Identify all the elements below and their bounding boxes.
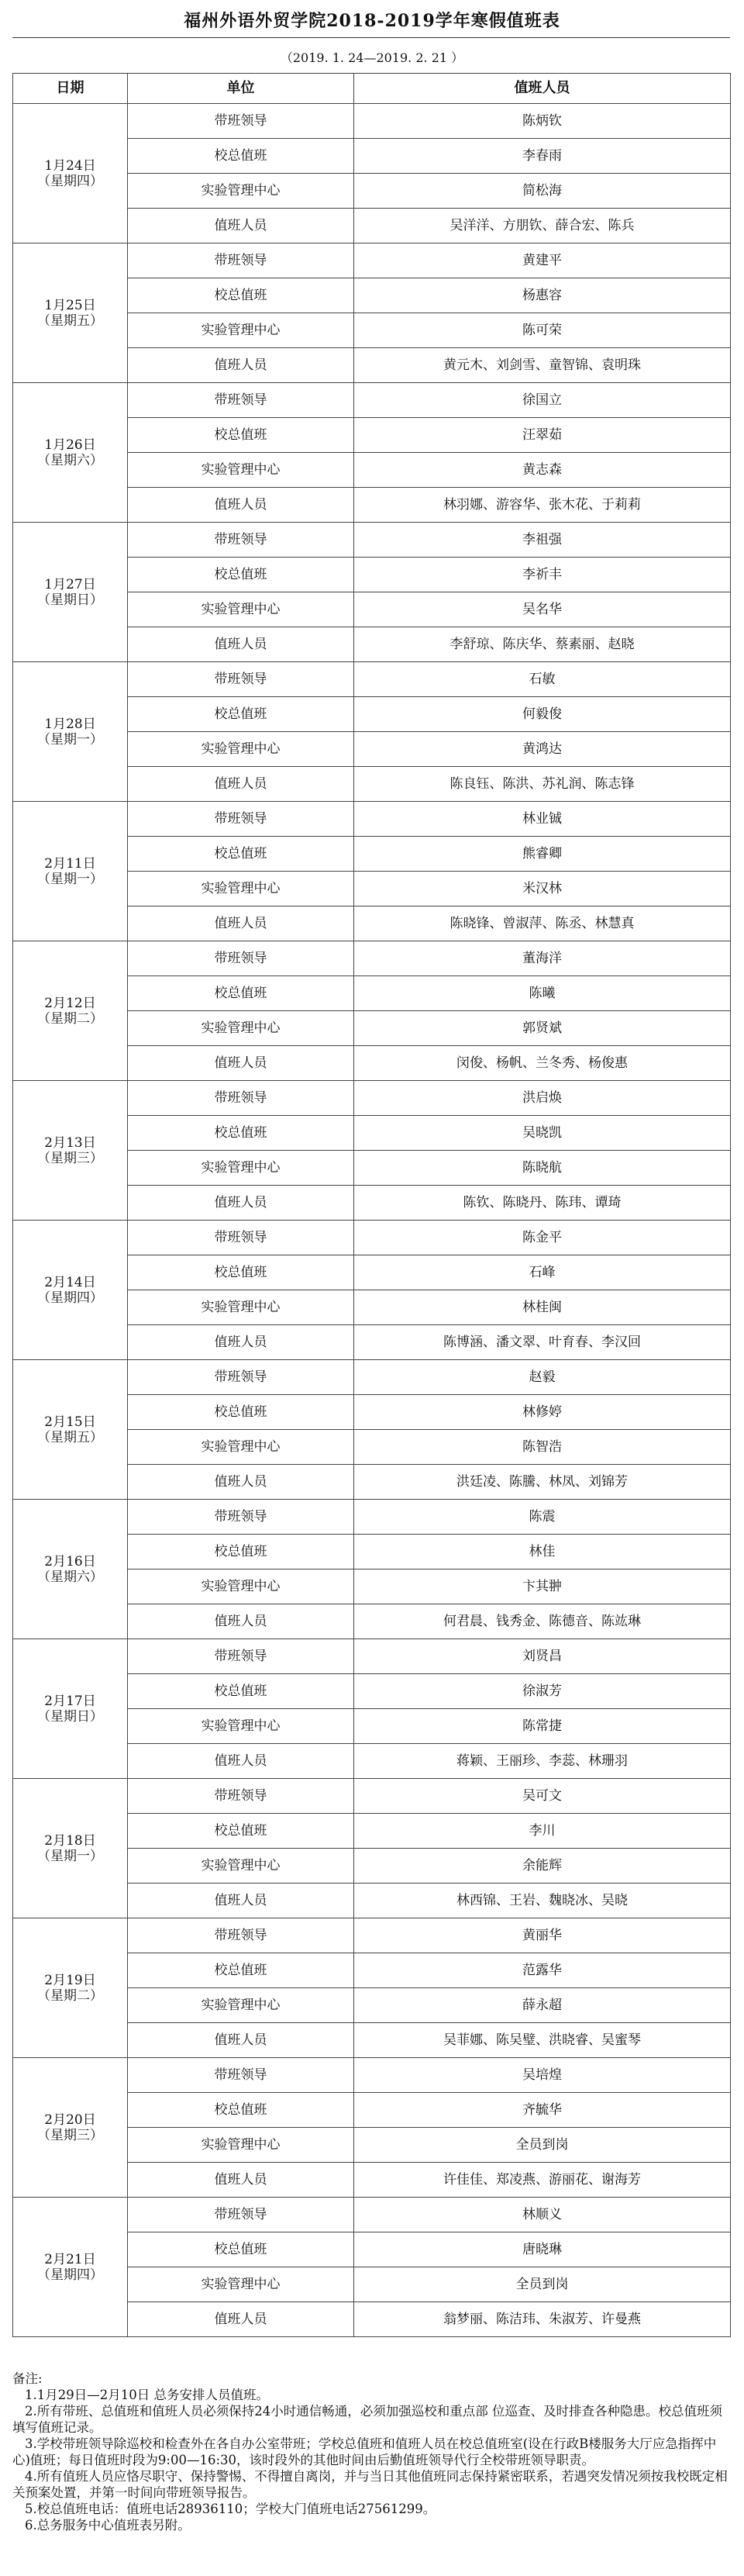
person-cell: 范露华: [354, 1953, 731, 1988]
person-cell: 林西锦、王岩、魏晓冰、吴晓: [354, 1884, 731, 1918]
unit-cell: 带班领导: [128, 1221, 354, 1255]
person-cell: 闵俊、杨帆、兰冬秀、杨俊惠: [354, 1046, 731, 1081]
person-cell: 徐淑芳: [354, 1674, 731, 1709]
unit-cell: 带班领导: [128, 1918, 354, 1953]
person-cell: 李祈丰: [354, 558, 731, 592]
title-divider: [12, 37, 730, 38]
unit-cell: 带班领导: [128, 243, 354, 278]
unit-cell: 校总值班: [128, 1395, 354, 1430]
unit-cell: 带班领导: [128, 662, 354, 697]
person-cell: 陈炳钦: [354, 104, 731, 139]
person-cell: 陈智浩: [354, 1430, 731, 1465]
unit-cell: 实验管理中心: [128, 174, 354, 209]
date-range: （2019. 1. 24—2019. 2. 21 ）: [280, 50, 464, 65]
unit-cell: 带班领导: [128, 383, 354, 418]
unit-cell: 校总值班: [128, 139, 354, 174]
unit-cell: 值班人员: [128, 1046, 354, 1081]
unit-cell: 值班人员: [128, 1884, 354, 1918]
date-label: 2月14日: [44, 1274, 96, 1290]
person-cell: 许佳佳、郑凌燕、游丽花、谢海芳: [354, 2163, 731, 2198]
weekday-label: （星期五）: [37, 313, 103, 329]
header-unit: 单位: [128, 74, 354, 104]
unit-cell: 值班人员: [128, 2163, 354, 2198]
unit-cell: 实验管理中心: [128, 2267, 354, 2302]
table-body: [13, 104, 731, 2337]
person-cell: 陈常捷: [354, 1709, 731, 1744]
header-date: 日期: [13, 74, 128, 104]
date-label: 1月28日: [44, 716, 96, 732]
date-cell: [13, 662, 128, 802]
date-label: 1月27日: [44, 576, 96, 592]
person-cell: 蒋颖、王丽珍、李蕊、林珊羽: [354, 1744, 731, 1779]
person-cell: 吴可文: [354, 1779, 731, 1814]
table-row: [13, 662, 731, 697]
unit-cell: 实验管理中心: [128, 313, 354, 348]
unit-cell: 带班领导: [128, 941, 354, 976]
unit-cell: 校总值班: [128, 1953, 354, 1988]
unit-cell: 实验管理中心: [128, 872, 354, 906]
person-cell: 陈钦、陈晓丹、陈玮、谭琦: [354, 1186, 731, 1221]
unit-cell: 校总值班: [128, 558, 354, 592]
unit-cell: 值班人员: [128, 2302, 354, 2337]
person-cell: 翁梦丽、陈洁玮、朱淑芳、许曼燕: [354, 2302, 731, 2337]
person-cell: 吴培煌: [354, 2058, 731, 2093]
person-cell: 杨惠容: [354, 278, 731, 313]
person-cell: 米汉林: [354, 872, 731, 906]
table-row: [13, 1081, 731, 1116]
weekday-label: （星期一）: [37, 871, 103, 887]
unit-cell: 校总值班: [128, 418, 354, 453]
unit-cell: 实验管理中心: [128, 1988, 354, 2023]
date-cell: [13, 941, 128, 1081]
unit-cell: 校总值班: [128, 2232, 354, 2267]
unit-cell: 实验管理中心: [128, 1011, 354, 1046]
person-cell: 赵毅: [354, 1360, 731, 1395]
person-cell: 陈金平: [354, 1221, 731, 1255]
person-cell: 石敏: [354, 662, 731, 697]
person-cell: 李祖强: [354, 523, 731, 558]
unit-cell: 值班人员: [128, 348, 354, 383]
weekday-label: （星期二）: [37, 1010, 103, 1027]
table-row: [13, 1500, 731, 1535]
unit-cell: 值班人员: [128, 1186, 354, 1221]
weekday-label: （星期日）: [37, 1708, 103, 1725]
unit-cell: 校总值班: [128, 1116, 354, 1151]
person-cell: 林佳: [354, 1535, 731, 1569]
table-row: [13, 802, 731, 837]
note-item: 2.所有带班、总值班和值班人员必须保持24小时通信畅通，必须加强巡校和重点部 位巡查、及时排查各种隐患。校总值班须填写值班记录。: [12, 2404, 722, 2435]
unit-cell: 实验管理中心: [128, 1709, 354, 1744]
unit-cell: 带班领导: [128, 1081, 354, 1116]
table-row: [13, 104, 731, 139]
unit-cell: 值班人员: [128, 209, 354, 243]
date-label: 1月25日: [44, 297, 96, 313]
note-item: 4.所有值班人员应恪尽职守、保持警惕、不得擅自离岗，并与当日其他值班同志保持紧密联系，若遇突发情况须按我校既定相关预案处置，并第一时间向带班领导报告。: [12, 2469, 728, 2500]
person-cell: 石峰: [354, 1255, 731, 1290]
unit-cell: 校总值班: [128, 1535, 354, 1569]
person-cell: 卞其翀: [354, 1569, 731, 1604]
date-label: 2月12日: [44, 995, 96, 1011]
weekday-label: （星期四）: [37, 2267, 103, 2283]
weekday-label: （星期三）: [37, 2127, 103, 2143]
date-cell: [13, 1221, 128, 1360]
unit-cell: 实验管理中心: [128, 1569, 354, 1604]
weekday-label: （星期四）: [37, 173, 103, 189]
unit-cell: 值班人员: [128, 1325, 354, 1360]
person-cell: 李川: [354, 1814, 731, 1849]
table-row: [13, 1221, 731, 1255]
person-cell: 陈晓航: [354, 1151, 731, 1186]
note-item: 1.1月29日—2月10日 总务安排人员值班。: [25, 2388, 269, 2402]
person-cell: 林顺义: [354, 2198, 731, 2232]
person-cell: 李春雨: [354, 139, 731, 174]
date-label: 2月20日: [44, 2112, 96, 2128]
person-cell: 陈良钰、陈洪、苏礼润、陈志锋: [354, 767, 731, 802]
unit-cell: 实验管理中心: [128, 2128, 354, 2163]
unit-cell: 实验管理中心: [128, 453, 354, 488]
unit-cell: 实验管理中心: [128, 1151, 354, 1186]
person-cell: 林桂闽: [354, 1290, 731, 1325]
date-cell: [13, 802, 128, 941]
person-cell: 全员到岗: [354, 2267, 731, 2302]
person-cell: 董海洋: [354, 941, 731, 976]
table-header-row: [13, 74, 731, 104]
unit-cell: 实验管理中心: [128, 1430, 354, 1465]
date-cell: [13, 2198, 128, 2337]
person-cell: 吴洋洋、方朋钦、薛合宏、陈兵: [354, 209, 731, 243]
unit-cell: 带班领导: [128, 2198, 354, 2232]
unit-cell: 带班领导: [128, 1779, 354, 1814]
unit-cell: 值班人员: [128, 767, 354, 802]
weekday-label: （星期五）: [37, 1429, 103, 1445]
date-cell: [13, 1918, 128, 2058]
notes-section: [12, 2371, 730, 2533]
date-cell: [13, 1081, 128, 1221]
date-label: 2月17日: [44, 1693, 96, 1709]
date-cell: [13, 243, 128, 383]
table-row: [13, 941, 731, 976]
weekday-label: （星期六）: [37, 1569, 103, 1585]
unit-cell: 校总值班: [128, 837, 354, 872]
note-item: 6.总务服务中心值班表另附。: [25, 2518, 191, 2533]
person-cell: 何毅俊: [354, 697, 731, 732]
person-cell: 唐晓琳: [354, 2232, 731, 2267]
person-cell: 陈晓锋、曾淑萍、陈丞、林慧真: [354, 906, 731, 941]
person-cell: 洪廷凌、陈騰、林凤、刘锦芳: [354, 1465, 731, 1500]
date-label: 2月19日: [44, 1972, 96, 1988]
unit-cell: 值班人员: [128, 1604, 354, 1639]
person-cell: 黄志森: [354, 453, 731, 488]
person-cell: 齐毓华: [354, 2093, 731, 2128]
unit-cell: 带班领导: [128, 523, 354, 558]
table-row: [13, 1779, 731, 1814]
person-cell: 陈震: [354, 1500, 731, 1535]
unit-cell: 实验管理中心: [128, 1849, 354, 1884]
person-cell: 陈可荣: [354, 313, 731, 348]
unit-cell: 校总值班: [128, 697, 354, 732]
date-cell: [13, 523, 128, 662]
weekday-label: （星期三）: [37, 1150, 103, 1166]
table-row: [13, 2198, 731, 2232]
unit-cell: 值班人员: [128, 627, 354, 662]
person-cell: 黄元木、刘剑雪、童智锦、袁明珠: [354, 348, 731, 383]
weekday-label: （星期六）: [37, 452, 103, 468]
date-label: 2月13日: [44, 1134, 96, 1151]
person-cell: 薛永超: [354, 1988, 731, 2023]
unit-cell: 带班领导: [128, 1639, 354, 1674]
person-cell: 全员到岗: [354, 2128, 731, 2163]
person-cell: 简松海: [354, 174, 731, 209]
note-item: 3.学校带班领导除巡校和检查外在各自办公室带班；学校总值班和值班人员在校总值班室(设在行政B楼服务大厅应急指挥中心)值班；每日值班时段为9:00—16:30，该时段外的其他时间由后勤值班领导代行全校带班领导职责。: [12, 2436, 717, 2467]
person-cell: 汪翠茹: [354, 418, 731, 453]
person-cell: 吴晓凯: [354, 1116, 731, 1151]
unit-cell: 值班人员: [128, 1744, 354, 1779]
person-cell: 黄鸿达: [354, 732, 731, 767]
unit-cell: 带班领导: [128, 1500, 354, 1535]
person-cell: 吴菲娜、陈吴璧、洪晓睿、吴蜜琴: [354, 2023, 731, 2058]
person-cell: 洪启焕: [354, 1081, 731, 1116]
weekday-label: （星期日）: [37, 592, 103, 608]
unit-cell: 校总值班: [128, 2093, 354, 2128]
date-label: 2月16日: [44, 1553, 96, 1569]
unit-cell: 值班人员: [128, 1465, 354, 1500]
page-title: 福州外语外贸学院2018-2019学年寒假值班表: [184, 11, 560, 31]
date-label: 2月21日: [44, 2251, 96, 2267]
person-cell: 郭贤斌: [354, 1011, 731, 1046]
date-label: 2月15日: [44, 1414, 96, 1430]
duty-table: [12, 73, 731, 2337]
person-cell: 刘贤昌: [354, 1639, 731, 1674]
person-cell: 熊睿卿: [354, 837, 731, 872]
table-row: [13, 243, 731, 278]
person-cell: 黄建平: [354, 243, 731, 278]
date-cell: [13, 2058, 128, 2198]
person-cell: 林羽娜、游容华、张木花、于莉莉: [354, 488, 731, 523]
date-cell: [13, 383, 128, 523]
person-cell: 陈曦: [354, 976, 731, 1011]
unit-cell: 值班人员: [128, 2023, 354, 2058]
table-row: [13, 383, 731, 418]
person-cell: 徐国立: [354, 383, 731, 418]
person-cell: 黄丽华: [354, 1918, 731, 1953]
weekday-label: （星期四）: [37, 1290, 103, 1306]
person-cell: 何君晨、钱秀金、陈德音、陈竑琳: [354, 1604, 731, 1639]
date-label: 2月18日: [44, 1832, 96, 1849]
date-cell: [13, 1639, 128, 1779]
unit-cell: 带班领导: [128, 802, 354, 837]
unit-cell: 校总值班: [128, 278, 354, 313]
unit-cell: 值班人员: [128, 488, 354, 523]
date-cell: [13, 1779, 128, 1918]
person-cell: 林修婷: [354, 1395, 731, 1430]
date-cell: [13, 104, 128, 243]
unit-cell: 带班领导: [128, 1360, 354, 1395]
date-label: 1月26日: [44, 437, 96, 453]
table-row: [13, 523, 731, 558]
unit-cell: 实验管理中心: [128, 592, 354, 627]
table-row: [13, 2058, 731, 2093]
person-cell: 吴名华: [354, 592, 731, 627]
notes-heading: 备注:: [12, 2371, 43, 2386]
date-cell: [13, 1500, 128, 1639]
table-row: [13, 1918, 731, 1953]
unit-cell: 值班人员: [128, 906, 354, 941]
weekday-label: （星期一）: [37, 731, 103, 748]
date-label: 1月24日: [44, 157, 96, 174]
weekday-label: （星期二）: [37, 1987, 103, 2004]
unit-cell: 校总值班: [128, 1674, 354, 1709]
unit-cell: 校总值班: [128, 1814, 354, 1849]
unit-cell: 带班领导: [128, 104, 354, 139]
note-item: 5.校总值班电话：值班电话28936110；学校大门值班电话27561299。: [25, 2502, 436, 2516]
person-cell: 李舒琼、陈庆华、蔡素丽、赵晓: [354, 627, 731, 662]
unit-cell: 实验管理中心: [128, 732, 354, 767]
date-label: 2月11日: [44, 855, 96, 872]
person-cell: 陈博涵、潘文翠、叶育春、李汉回: [354, 1325, 731, 1360]
date-cell: [13, 1360, 128, 1500]
weekday-label: （星期一）: [37, 1848, 103, 1864]
table-row: [13, 1360, 731, 1395]
header-person: 值班人员: [354, 74, 731, 104]
person-cell: 余能辉: [354, 1849, 731, 1884]
person-cell: 林业铖: [354, 802, 731, 837]
table-row: [13, 1639, 731, 1674]
unit-cell: 实验管理中心: [128, 1290, 354, 1325]
unit-cell: 带班领导: [128, 2058, 354, 2093]
unit-cell: 校总值班: [128, 1255, 354, 1290]
unit-cell: 校总值班: [128, 976, 354, 1011]
